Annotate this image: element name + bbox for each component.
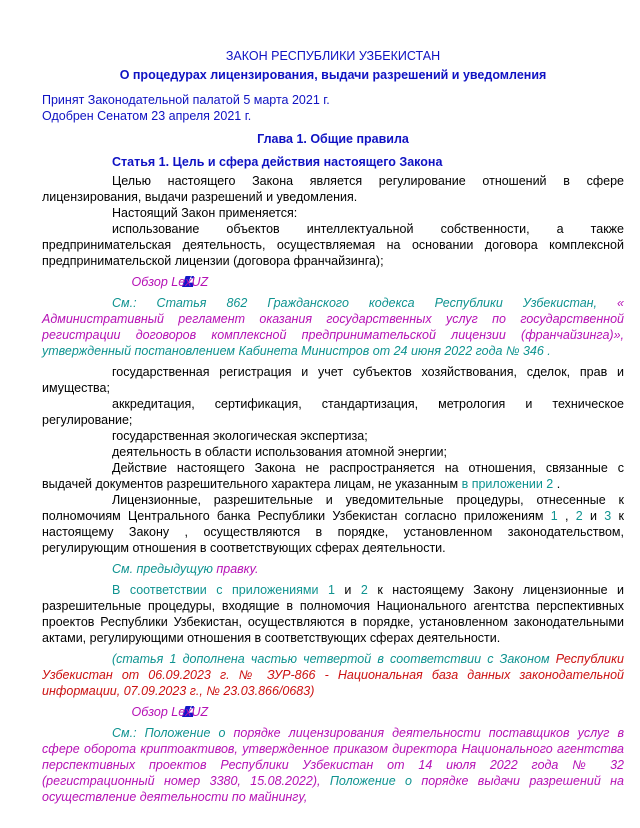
paragraph-napp — [42, 582, 624, 646]
text-run: к настоящему Закону , осуществляются в порядке, установленном законодательством, регулирующим отношения в соответствующих сферах деятельности. — [42, 509, 624, 555]
text-run: порядке лицензирования деятельности поставщиков услуг в сфере оборота криптоактивов, утвержденное приказом директора Национального агентства перспективных проектов Республики Узбекистан от 14 июля 2022 года № 32 (регистрационный номер 3380, 15.08.2022), — [42, 726, 625, 788]
link-text[interactable]: в приложении 2 — [461, 477, 554, 491]
paragraph-ip-franchise — [42, 221, 624, 269]
lexuz-logo-icon — [112, 275, 124, 286]
lexuz-logo-icon — [112, 705, 124, 716]
adoption-info-chamber — [42, 92, 624, 108]
text-run: и — [334, 583, 361, 597]
link-text[interactable]: См.: Статья 862 Гражданского кодекса Республики Узбекистан, — [112, 296, 618, 310]
text-run: « Административный регламент оказания государственных услуг по государственной регистрации договоров комплексной предпринимательской лицензии (франчайзинга)», — [42, 296, 624, 342]
text-run: Лицензионные, разрешительные и уведомительные процедуры, отнесенные к полномочиям Центрального банка Республики Узбекистан согласно приложениям — [42, 493, 624, 523]
link-text[interactable]: 2 — [575, 509, 583, 523]
text-run: использование объектов интеллектуальной собственности, а также предпринимательская деятельность, осуществляемая на основании договора комплексной предпринимательской лицензии (договора франчайзинга); — [42, 222, 624, 268]
text-run: ЗАКОН РЕСПУБЛИКИ УЗБЕКИСТАН — [225, 49, 441, 63]
paragraph-atomic-energy — [42, 444, 624, 460]
text-run: Настоящий Закон применяется: — [112, 206, 298, 220]
link-text[interactable]: утвержденный постановлением Кабинета Министров от 24 июня 2022 года № 346 . — [42, 344, 551, 358]
text-run: правку. — [216, 562, 259, 576]
link-text[interactable]: Положение о — [144, 726, 226, 740]
text-run: к настоящему Закону лицензионные и разрешительные процедуры, входящие в полномочия Национального агентства перспективных проектов Республики Узбекистан, осуществляются в порядке, установленном законодательными актами, регулирующими отношения в соответствующих сферах деятельности. — [42, 583, 625, 645]
chapter-heading — [42, 131, 624, 147]
text-run: государственная экологическая экспертиза; — [112, 429, 368, 443]
text-run: Обзор LexUZ — [131, 275, 209, 289]
link-text[interactable]: 1 — [550, 509, 558, 523]
text-run: аккредитация, сертификация, стандартизация, метрология и техническое регулирование; — [42, 397, 624, 427]
text-run: Статья 1. Цель и сфера действия настоящего Закона — [112, 155, 443, 169]
text-run: Одобрен Сенатом 23 апреля 2021 г. — [42, 109, 252, 123]
amendment-note — [42, 651, 624, 699]
link-text[interactable]: Положение о — [329, 774, 412, 788]
paragraph-accreditation — [42, 396, 624, 428]
see-previous-edit — [42, 561, 624, 577]
paragraph-purpose — [42, 173, 624, 205]
text-run: , — [557, 509, 576, 523]
paragraph-applies — [42, 205, 624, 221]
text-run: . — [553, 477, 561, 491]
link-text[interactable]: 2 — [360, 583, 368, 597]
paragraph-not-applicable — [42, 460, 624, 492]
link-text[interactable]: См.: — [112, 726, 145, 740]
law-title — [42, 48, 624, 64]
link-text[interactable]: В соответствии с приложениями 1 — [112, 583, 335, 597]
text-run: Действие настоящего Закона не распространяется на отношения, связанные с выдачей документов разрешительного характера лицам, не указанным — [42, 461, 624, 491]
text-run: порядке выдачи разрешений на осуществление деятельности по майнингу, — [42, 774, 624, 804]
text-run: Республики Узбекистан от 06.09.2023 г. № ЗУР-866 - Национальная база данных законодательной информации, 07.09.2023 г., № 23.03.866/0683) — [42, 652, 624, 698]
link-text[interactable]: См. предыдущую — [112, 562, 217, 576]
paragraph-state-registration — [42, 364, 624, 396]
text-run: Обзор LexUZ — [131, 705, 209, 719]
paragraph-central-bank — [42, 492, 624, 556]
text-run: Целью настоящего Закона является регулирование отношений в сфере лицензирования, выдачи разрешений и уведомления. — [42, 174, 624, 204]
text-run: Глава 1. Общие правила — [257, 132, 409, 146]
see-note-civil-code — [42, 295, 624, 359]
lexuz-review — [42, 704, 624, 720]
lexuz-review — [42, 274, 624, 290]
text-run: государственная регистрация и учет субъектов хозяйствования, сделок, прав и имущества; — [42, 365, 624, 395]
text-run: О процедурах лицензирования, выдачи разрешений и уведомления — [119, 68, 547, 82]
see-note-crypto — [42, 725, 624, 805]
article-heading — [42, 154, 624, 170]
text-run: и — [582, 509, 605, 523]
adoption-info-senate — [42, 108, 624, 124]
law-subtitle — [42, 67, 624, 83]
link-text[interactable]: 3 — [604, 509, 612, 523]
paragraph-ecology — [42, 428, 624, 444]
text-run: Принят Законодательной палатой 5 марта 2021 г. — [42, 93, 330, 107]
link-text[interactable]: (статья 1 дополнена частью четвертой в соответствии с Законом — [112, 652, 556, 666]
text-run: деятельность в области использования атомной энергии; — [112, 445, 448, 459]
